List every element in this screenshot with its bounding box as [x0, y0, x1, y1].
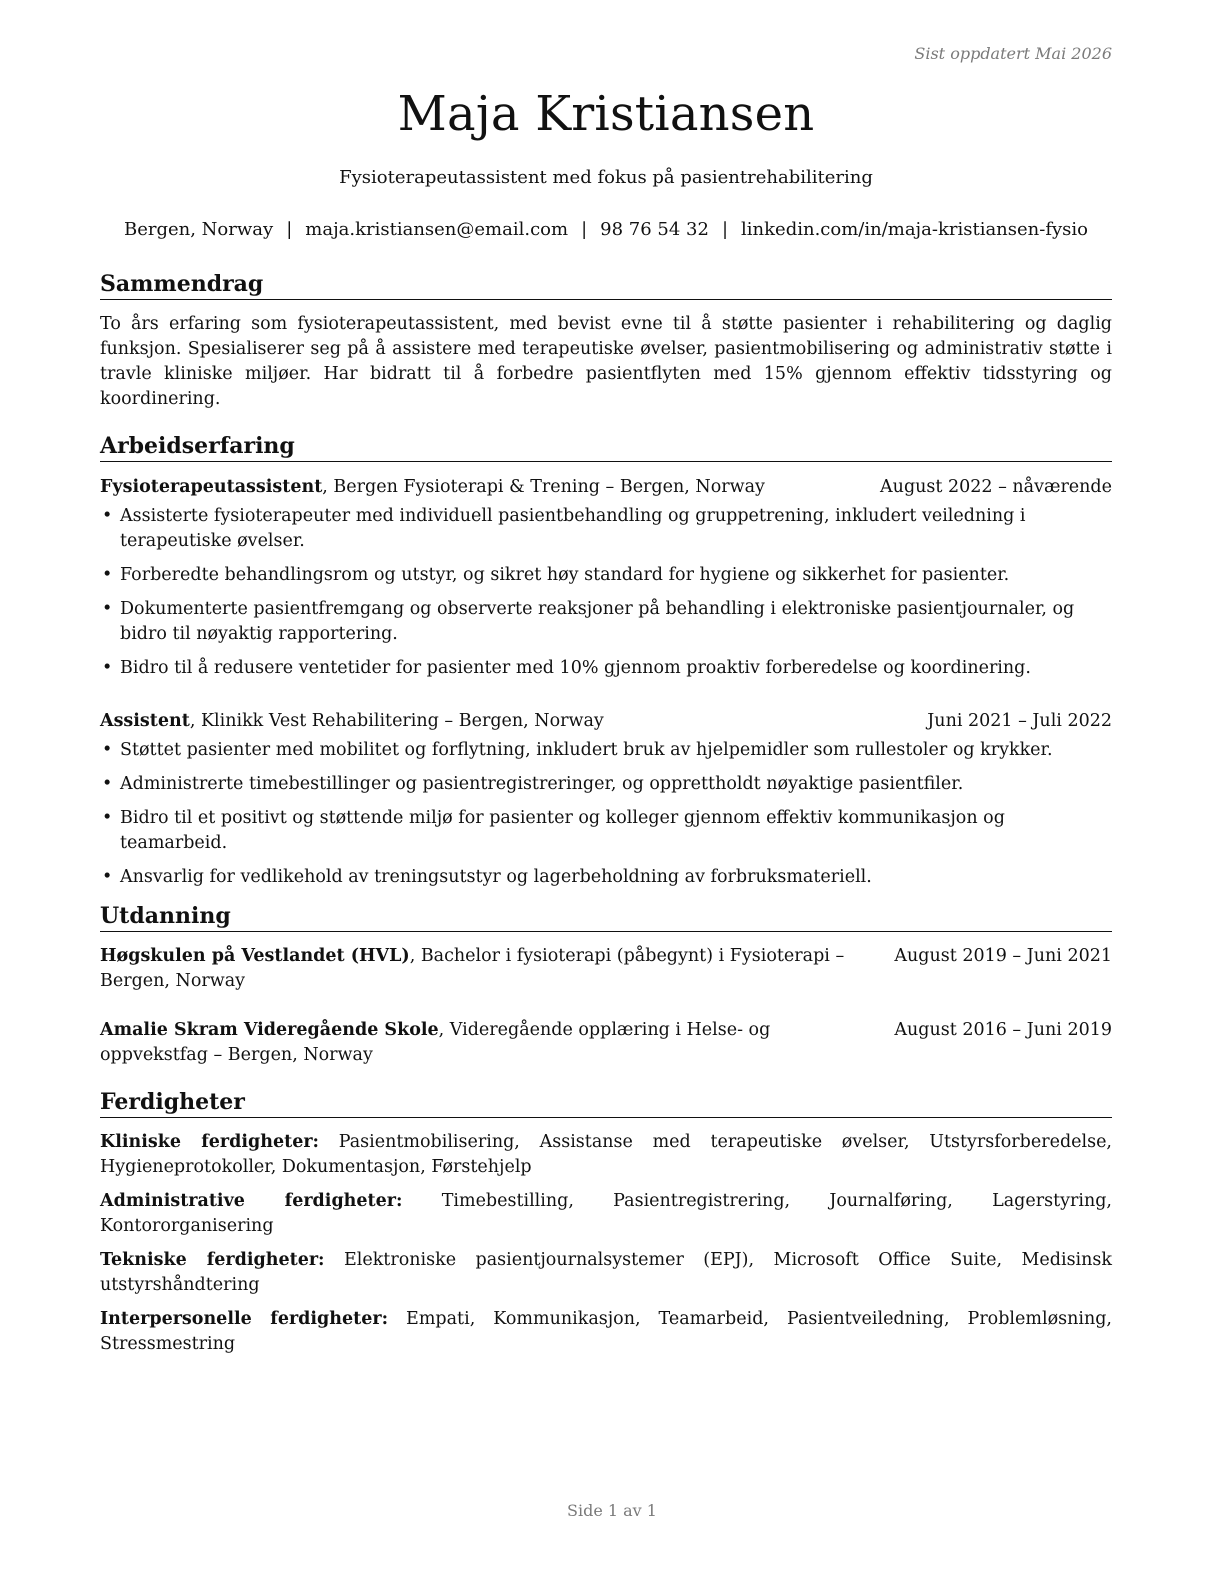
skills-row: [100, 1189, 1112, 1239]
education-dates: August 2019 – Juni 2021: [894, 946, 1112, 966]
section-title-experience: Arbeidserfaring: [100, 432, 1112, 462]
job-bullet: [100, 597, 1112, 647]
skills-section: [100, 1088, 1112, 1357]
bullet-icon: •: [102, 808, 113, 828]
bullet-text: Administrerte timebestillinger og pasientregistreringer, og opprettholdt nøyaktige pasientfiler.: [120, 774, 964, 794]
job-bullet: [100, 865, 1112, 890]
bullet-icon: •: [102, 565, 113, 585]
job-role: Assistent: [100, 711, 190, 731]
contact-linkedin[interactable]: linkedin.com/in/maja-kristiansen-fysio: [741, 219, 1088, 240]
skills-list: [100, 1130, 1112, 1357]
bullet-text: Assisterte fysioterapeuter med individuell pasientbehandling og gruppetrening, inkludert veiledning i terapeutiske øvelser.: [120, 506, 1026, 551]
job-employer: , Bergen Fysioterapi & Trening – Bergen, Norway: [322, 477, 765, 497]
skills-label: Administrative ferdigheter:: [100, 1191, 403, 1211]
job-header: [100, 475, 1112, 500]
bullet-icon: •: [102, 658, 113, 678]
bullet-text: Forberedte behandlingsrom og utstyr, og sikret høy standard for hygiene og sikkerhet for pasienter.: [120, 565, 1010, 585]
page-number-footer: Side 1 av 1: [567, 1501, 657, 1520]
skills-row: [100, 1248, 1112, 1298]
last-updated-note: Sist oppdatert Mai 2026: [914, 44, 1112, 63]
job-bullet: [100, 772, 1112, 797]
skills-label: Tekniske ferdigheter:: [100, 1250, 325, 1270]
education-title-line: [100, 1018, 894, 1068]
contact-separator: |: [581, 219, 588, 240]
job-header: [100, 709, 1112, 734]
education-section: [100, 902, 1112, 1068]
skills-value: Timebestilling, Pasientregistrering, Journalføring, Lagerstyring, Kontororganisering: [100, 1191, 1112, 1236]
job-entry: [100, 709, 1112, 890]
bullet-text: Ansvarlig for vedlikehold av treningsutstyr og lagerbeholdning av forbruksmateriell.: [120, 867, 872, 887]
skills-value: Pasientmobilisering, Assistanse med terapeutiske øvelser, Utstyrsforberedelse, Hygieneprotokoller, Dokumentasjon, Førstehjelp: [100, 1132, 1112, 1177]
contact-line: [100, 219, 1112, 240]
bullet-icon: •: [102, 774, 113, 794]
education-header: [100, 1018, 1112, 1068]
skills-value: Elektroniske pasientjournalsystemer (EPJ), Microsoft Office Suite, Medisinsk utstyrshåndtering: [100, 1250, 1113, 1295]
skills-label: Interpersonelle ferdigheter:: [100, 1309, 389, 1329]
bullet-text: Støttet pasienter med mobilitet og forflytning, inkludert bruk av hjelpemidler som rullestoler og krykker.: [120, 740, 1053, 760]
job-bullet: [100, 656, 1112, 681]
contact-separator: |: [721, 219, 729, 240]
job-bullet: [100, 504, 1112, 554]
contact-email[interactable]: maja.kristiansen@email.com: [305, 219, 569, 240]
summary-text: To års erfaring som fysioterapeutassistent, med bevist evne til å støtte pasienter i rehabilitering og daglig funksjon. Spesialiserer seg på å assistere med terapeutiske øvelser, pasientmobilisering og administrativ støtte i travle kliniske miljøer. Har bidratt til å forbedre pasientflyten med 15% gjennom effektiv tidsstyring og koordinering.: [100, 314, 1112, 409]
bullet-icon: •: [102, 740, 113, 760]
experience-section: [100, 432, 1112, 890]
education-detail: , Videregående opplæring i Helse- og oppvekstfag – Bergen, Norway: [100, 1020, 771, 1065]
job-bullet-list: [100, 504, 1112, 681]
resume-content: [100, 270, 1112, 1366]
education-dates: August 2016 – Juni 2019: [894, 1020, 1112, 1040]
section-title-education: Utdanning: [100, 902, 1112, 932]
skills-row: [100, 1307, 1112, 1357]
bullet-text: Dokumenterte pasientfremgang og observerte reaksjoner på behandling i elektroniske pasientjournaler, og bidro til nøyaktig rapportering.: [120, 599, 1075, 644]
bullet-icon: •: [102, 506, 113, 526]
job-title-line: [100, 709, 927, 734]
summary-section: [100, 270, 1112, 412]
skills-row: [100, 1130, 1112, 1180]
section-title-skills: Ferdigheter: [100, 1088, 1112, 1118]
resume-page: [100, 0, 1112, 1584]
job-bullet: [100, 563, 1112, 588]
education-school: Amalie Skram Videregående Skole: [100, 1020, 439, 1040]
job-dates: Juni 2021 – Juli 2022: [927, 711, 1112, 731]
job-bullet: [100, 738, 1112, 763]
bullet-text: Bidro til et positivt og støttende miljø for pasienter og kolleger gjennom effektiv kommunikasjon og teamarbeid.: [120, 808, 1005, 853]
candidate-name: Maja Kristiansen: [397, 86, 815, 142]
bullet-icon: •: [102, 599, 113, 619]
job-role: Fysioterapeutassistent: [100, 477, 323, 497]
job-entry: [100, 475, 1112, 681]
contact-phone: 98 76 54 32: [600, 219, 709, 240]
candidate-tagline: Fysioterapeutassistent med fokus på pasientrehabilitering: [339, 167, 873, 188]
education-entry: [100, 1018, 1112, 1068]
job-dates: August 2022 – nåværende: [880, 477, 1112, 497]
education-header: [100, 944, 1112, 994]
job-bullet: [100, 806, 1112, 856]
job-employer: , Klinikk Vest Rehabilitering – Bergen, Norway: [189, 711, 604, 731]
education-detail: , Bachelor i fysioterapi (påbegynt) i Fysioterapi – Bergen, Norway: [100, 946, 845, 991]
skills-value: Empati, Kommunikasjon, Teamarbeid, Pasientveiledning, Problemløsning, Stressmestring: [100, 1309, 1112, 1354]
education-title-line: [100, 944, 894, 994]
contact-separator: |: [286, 219, 293, 240]
section-title-summary: Sammendrag: [100, 270, 1112, 300]
education-school: Høgskulen på Vestlandet (HVL): [100, 946, 410, 966]
skills-label: Kliniske ferdigheter:: [100, 1132, 320, 1152]
contact-location: Bergen, Norway: [123, 219, 274, 240]
job-title-line: [100, 475, 880, 500]
bullet-icon: •: [102, 867, 113, 887]
bullet-text: Bidro til å redusere ventetider for pasienter med 10% gjennom proaktiv forberedelse og koordinering.: [120, 658, 1031, 678]
job-bullet-list: [100, 738, 1112, 890]
education-entry: [100, 944, 1112, 994]
